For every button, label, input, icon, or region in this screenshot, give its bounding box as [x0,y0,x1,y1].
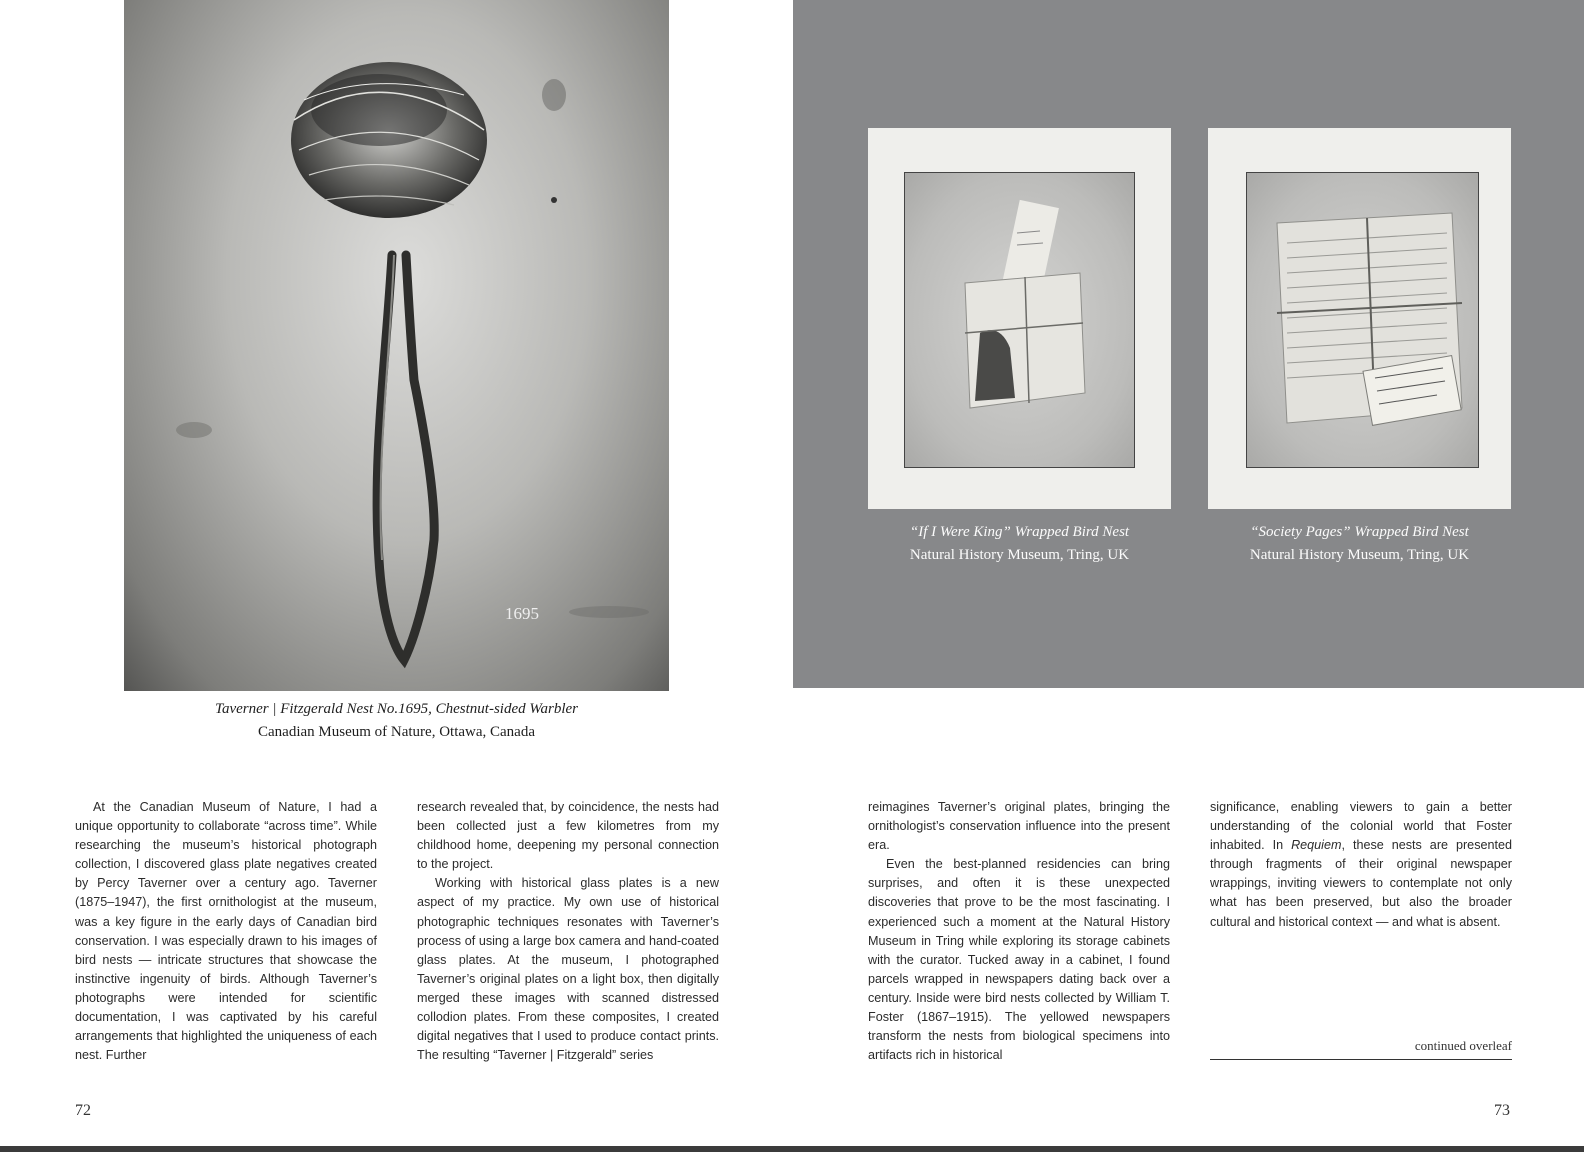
print-mat-1 [868,128,1171,509]
divider-rule [1210,1059,1512,1060]
print-title: “Society Pages” Wrapped Bird Nest [1250,524,1469,540]
print-title: “If I Were King” Wrapped Bird Nest [909,524,1130,540]
bird-nest-illustration [124,0,669,691]
paragraph: Working with historical glass plates is a new aspect of my practice. My own use of historical photographic techniques resonates with Taverner’s process of using a large box camera and hand-coated glass plates. At the museum, I photographed Taverner’s original plates on a light box, then digitally merged these images with scanned distressed collodion plates. From these composites, I created digital negatives that I used to produce contact prints. The resulting “Taverner | Fitzgerald” series [417,876,719,1063]
paragraph: At the Canadian Museum of Nature, I had a unique opportunity to collaborate “across time”. While researching the museum’s historical photograph collection, I discovered glass plate negatives created by Percy Taverner over a century ago. Taverner (1875–1947), the first ornithologist at the museum, was a key figure in the early days of Canadian bird conservation. I was especially drawn to his images of bird nests — intricate structures that showcase the instinctive ingenuity of birds. Although Taverner’s photographs were intended for scientific documentation, I was captivated by his careful arrangements that highlighted the uniqueness of each nest. Further [75,800,377,1063]
page-number-left: 72 [75,1102,91,1119]
print-location: Natural History Museum, Tring, UK [1249,547,1470,563]
page-number-right: 73 [1494,1102,1510,1119]
paragraph: research revealed that, by coincidence, the nests had been collected just a few kilometres from my childhood home, deepening my personal connection to the project. [417,800,719,872]
nest-photograph [124,0,669,691]
wrapped-parcel-illustration [905,173,1134,467]
artwork-title: Requiem [1291,838,1342,853]
plate-number: 1695 [505,604,539,623]
bottom-edge-bar [0,1146,1584,1152]
caption-location: Canadian Museum of Nature, Ottawa, Canada [258,724,535,740]
print-caption-1 [868,521,1171,567]
wrapped-nest-photo-2 [1246,172,1479,468]
print-caption-2 [1208,521,1511,567]
continued-note: continued overleaf [1414,1038,1512,1053]
text-run: significance, enabling viewers to gain a better understanding of the colonial world that Foster inhabited. In [1210,800,1512,853]
text-run: , these nests are presented through fragments of their original newspaper wrappings, inviting viewers to contemplate not only what has been preserved, but also the broader cultural and historical context — and what is absent. [1210,838,1512,929]
paragraph [1210,798,1512,932]
paragraph: Even the best-planned residencies can bring surprises, and often it is these unexpected discoveries that prove to be the most fascinating. I experienced such a moment at the Natural History Museum in Tring while exploring its storage cabinets with the curator. Tucked away in a cabinet, I found parcels wrapped in newspapers dating back over a century. Inside were bird nests collected by William T. Foster (1867–1915). The yellowed newspapers transform the nests from biological specimens into artifacts rich in historical [868,857,1170,1063]
photo-caption [124,698,669,744]
text-column-3 [868,798,1170,1065]
print-mat-2 [1208,128,1511,509]
wrapped-nest-photo-1 [904,172,1135,468]
text-column-4 [1210,798,1512,932]
paragraph: reimagines Taverner’s original plates, bringing the ornithologist’s conservation influence into the present era. [868,800,1170,853]
wrapped-parcel-illustration [1247,173,1478,467]
text-column-1 [75,798,377,1065]
caption-title: Taverner | Fitzgerald Nest No.1695, Chestnut-sided Warbler [214,701,579,717]
text-column-2 [417,798,719,1065]
print-location: Natural History Museum, Tring, UK [909,547,1130,563]
